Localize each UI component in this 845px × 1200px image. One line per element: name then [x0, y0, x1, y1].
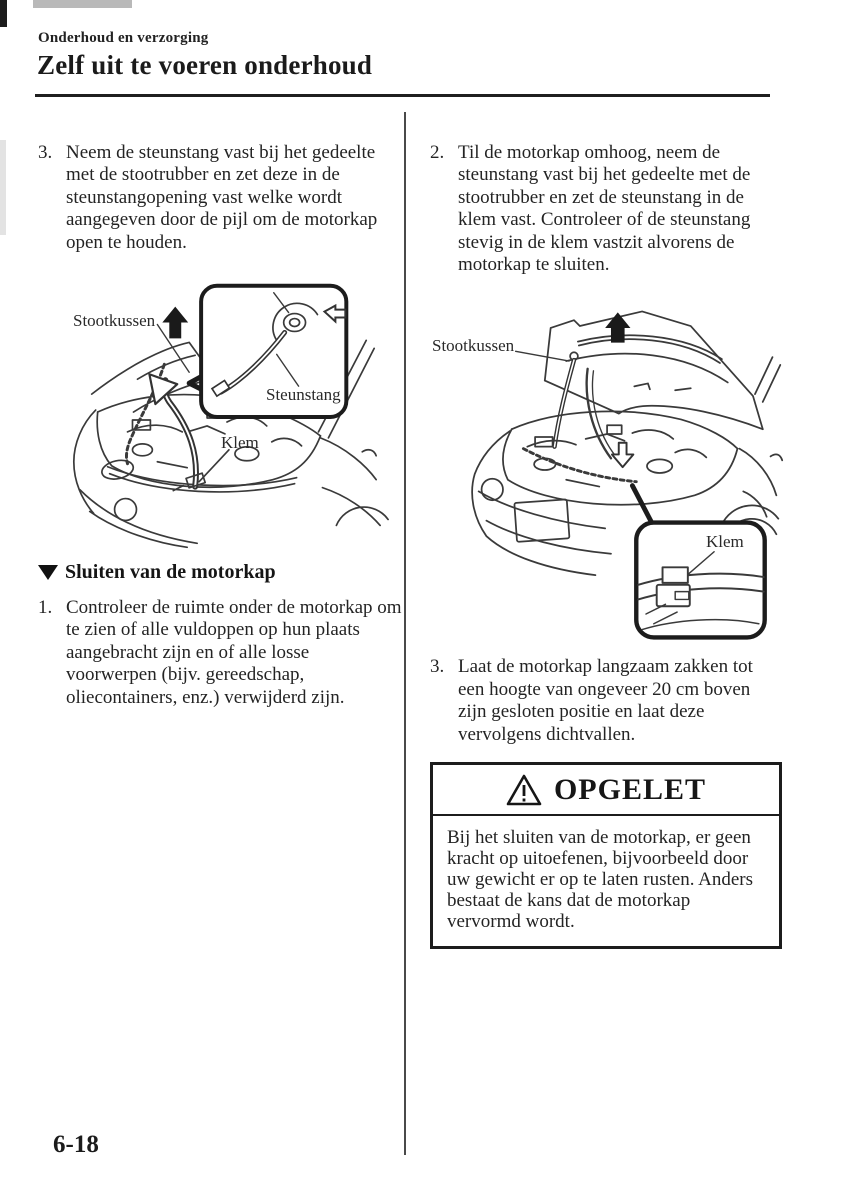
warning-text: Bij het sluiten van de motorkap, er geen kracht op uitoefenen, bijvoorbeeld door uw gewicht er op te laten rusten. Anders bestaat de kans dat de motorkap vervormd wordt.: [447, 827, 754, 933]
step-number: 3.: [38, 142, 53, 163]
figure-label-klem: Klem: [706, 532, 744, 552]
right-column: [430, 142, 782, 949]
step-item-3: [430, 656, 782, 746]
warning-header: [433, 765, 779, 816]
step-text: Controleer de ruimte onder de motorkap om te zien of alle vuldoppen op hun plaats aangebracht zijn en of alle losse voorwerpen (bijv. gereedschap, oliecontainers, enz.) verwijderd zijn.: [66, 597, 402, 708]
left-column: [38, 142, 404, 709]
scan-artifact: [33, 0, 132, 8]
step-text: Neem de steunstang vast bij het gedeelte met de stootrubber en zet deze in de steunstangopening vast welke wordt aangegeven door de pijl om de motorkap open te houden.: [66, 142, 378, 253]
step-number: 1.: [38, 597, 53, 619]
step-number: 3.: [430, 656, 445, 678]
up-arrow-icon: [605, 313, 630, 343]
hood-closing-illustration: [430, 296, 790, 646]
scan-artifact: [0, 0, 7, 27]
figure-label-klem: Klem: [221, 433, 259, 453]
page-number: 6-18: [53, 1131, 99, 1158]
figure-label-steunstang: Steunstang: [266, 385, 341, 405]
scan-artifact: [0, 140, 6, 235]
step-item-2: [430, 142, 782, 276]
down-arrow-icon: [612, 443, 633, 467]
warning-title: OPGELET: [553, 773, 707, 807]
up-arrow-icon: [162, 307, 188, 339]
page-title: Zelf uit te voeren onderhoud: [37, 50, 373, 80]
column-divider: [404, 112, 406, 1155]
step-item-3: [38, 142, 404, 254]
header-rule: [35, 94, 770, 97]
warning-box: [430, 762, 782, 949]
step-item-1: [38, 597, 404, 709]
section-heading-text: Sluiten van de motorkap: [65, 561, 276, 584]
hood-open-illustration: [38, 282, 406, 552]
step-text: Laat de motorkap langzaam zakken tot een hoogte van ongeveer 20 cm boven zijn gesloten positie en laat deze vervolgens dichtvallen.: [458, 656, 753, 745]
section-marker-icon: [38, 565, 58, 581]
chapter-title: Onderhoud en verzorging: [38, 30, 209, 46]
figure-label-stootkussen: Stootkussen: [432, 336, 515, 356]
step-number: 2.: [430, 142, 445, 163]
step-text: Til de motorkap omhoog, neem de steunstang vast bij het gedeelte met de stootrubber en zet de steunstang in de klem vast. Controleer of de steunstang stevig in de klem vastzit alvorens de motorkap te sluiten.: [458, 142, 751, 276]
figure-label-stootkussen: Stootkussen: [73, 311, 156, 331]
section-heading: [38, 561, 404, 584]
warning-icon: [506, 774, 542, 806]
klem-inset-box: [636, 523, 764, 638]
